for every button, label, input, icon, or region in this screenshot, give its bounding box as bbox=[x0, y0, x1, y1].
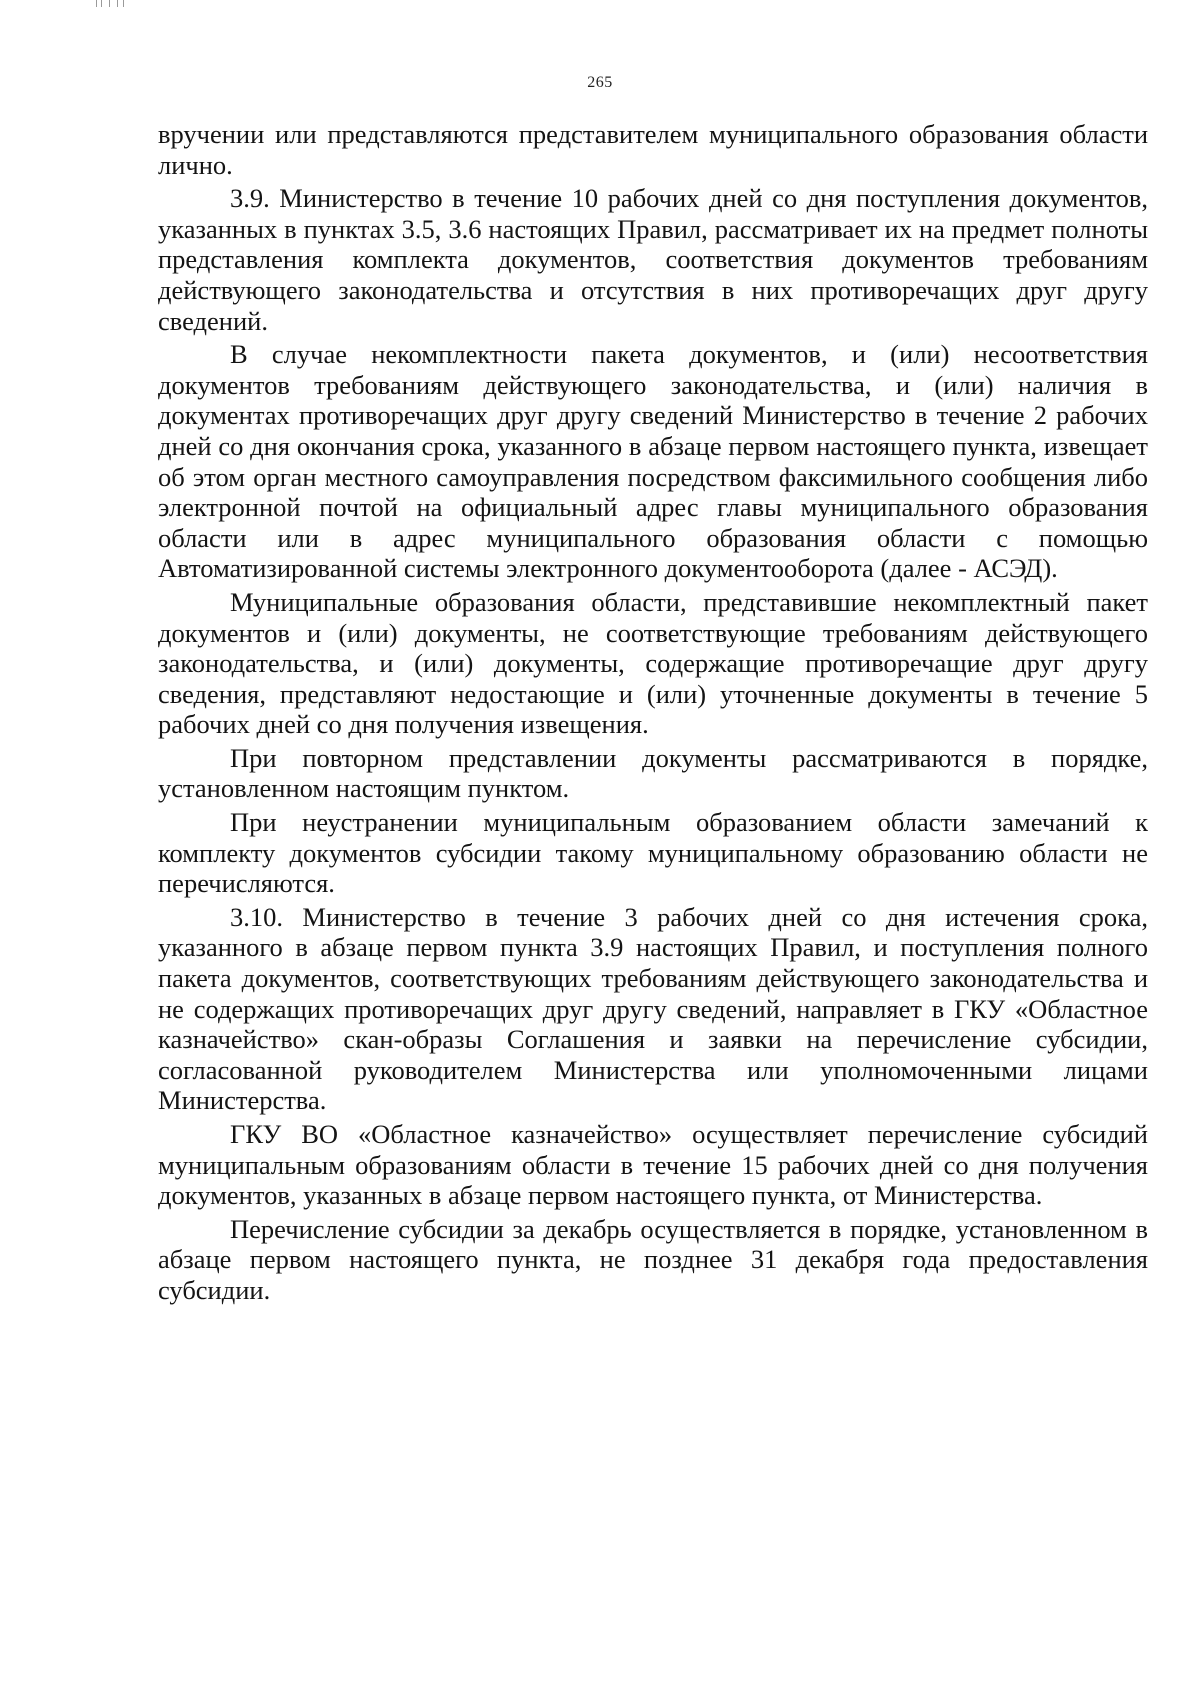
paragraph: Перечисление субсидии за декабрь осуществляется в порядке, установленном в абзаце первом настоящего пункта, не позднее 31 декабря года предоставления субсидии. bbox=[158, 1213, 1148, 1305]
paragraph: 3.9. Министерство в течение 10 рабочих дней со дня поступления документов, указанных в пунктах 3.5, 3.6 настоящих Правил, рассматривает их на предмет полноты представления комплекта документов, соответствия документов требованиям действующего законодательства и отсутствия в них противоречащих друг другу сведений. bbox=[158, 183, 1148, 336]
paragraph: В случае некомплектности пакета документов, и (или) несоответствия документов требованиям действующего законодательства, и (или) наличия в документах противоречащих друг другу сведений Министерство в течение 2 рабочих дней со дня окончания срока, указанного в абзаце первом настоящего пункта, извещает об этом орган местного самоуправления посредством факсимильного сообщения либо электронной почтой на официальный адрес главы муниципального образования области или в адрес муниципального образования области с помощью Автоматизированной системы электронного документооборота (далее - АСЭД). bbox=[158, 339, 1148, 584]
scan-edge-marks bbox=[0, 0, 160, 8]
document-body bbox=[158, 119, 1148, 1309]
page-number: 265 bbox=[587, 74, 613, 91]
paragraph: вручении или представляются представителем муниципального образования области лично. bbox=[158, 119, 1148, 180]
paragraph: ГКУ ВО «Областное казначейство» осуществляет перечисление субсидий муниципальным образованиям области в течение 15 рабочих дней со дня получения документов, указанных в абзаце первом настоящего пункта, от Министерства. bbox=[158, 1119, 1148, 1211]
paragraph: При неустранении муниципальным образованием области замечаний к комплекту документов субсидии такому муниципальному образованию области не перечисляются. bbox=[158, 807, 1148, 899]
paragraph: 3.10. Министерство в течение 3 рабочих дней со дня истечения срока, указанного в абзаце первом пункта 3.9 настоящих Правил, и поступления полного пакета документов, соответствующих требованиям действующего законодательства и не содержащих противоречащих друг другу сведений, направляет в ГКУ «Областное казначейство» скан-образы Соглашения и заявки на перечисление субсидии, согласованной руководителем Министерства или уполномоченными лицами Министерства. bbox=[158, 901, 1148, 1116]
paragraph: Муниципальные образования области, представившие некомплектный пакет документов и (или) документы, не соответствующие требованиям действующего законодательства, и (или) документы, содержащие противоречащие друг другу сведения, представляют недостающие и (или) уточненные документы в течение 5 рабочих дней со дня получения извещения. bbox=[158, 586, 1148, 740]
paragraph: При повторном представлении документы рассматриваются в порядке, установленном настоящим пунктом. bbox=[158, 742, 1148, 804]
